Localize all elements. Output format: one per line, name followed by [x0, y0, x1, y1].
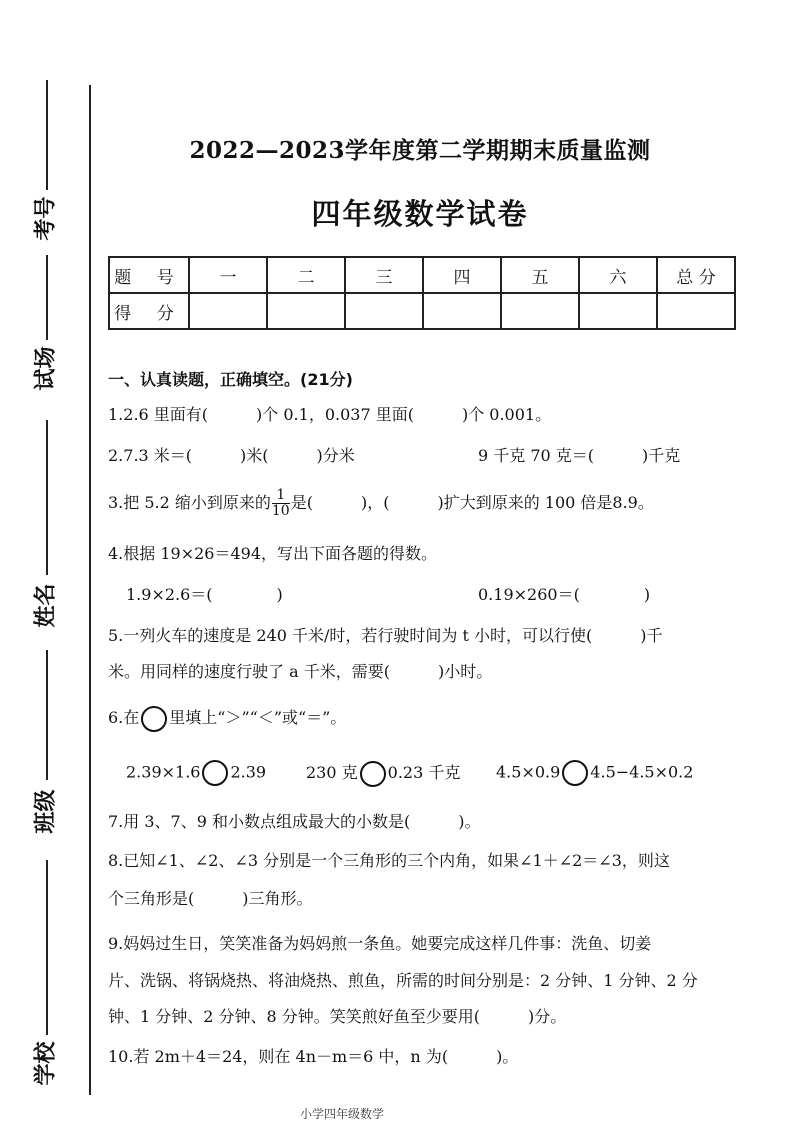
score-table-header-row [109, 257, 735, 293]
question-9-line-3: 钟、1 分钟、2 分钟、8 分钟。笑笑煎好鱼至少要用( )分。 [108, 1007, 567, 1026]
question-4a: 1.9×2.6＝( ) [126, 585, 283, 604]
class-label: 班级 [33, 789, 59, 834]
school-label: 学校 [33, 1041, 59, 1086]
question-6b [306, 760, 460, 787]
fraction [272, 488, 290, 519]
question-6 [108, 705, 346, 732]
exam-subtitle: 四年级数学试卷 [311, 197, 529, 231]
col-4: 四 [423, 257, 501, 293]
score-cell[interactable] [657, 293, 735, 329]
name-label: 姓名 [33, 583, 59, 628]
room-field [22, 255, 62, 405]
question-6a [126, 760, 266, 786]
question-2a: 2.7.3 米＝( )米( )分米 [108, 446, 355, 465]
question-6-post: 里填上“＞”“＜”或“＝”。 [169, 708, 347, 727]
question-3 [108, 488, 654, 519]
col-2: 二 [267, 257, 345, 293]
page-footer: 小学四年级数学 [300, 1107, 385, 1121]
compare-left: 2.39×1.6 [126, 762, 201, 782]
score-cell[interactable] [345, 293, 423, 329]
fraction-denominator: 10 [271, 503, 290, 519]
score-cell[interactable] [267, 293, 345, 329]
exam-no-field [22, 80, 62, 250]
compare-circle-icon[interactable] [360, 761, 386, 787]
question-4b: 0.19×260＝( ) [478, 585, 651, 604]
question-5-line-1: 5.一列火车的速度是 240 千米/时，若行驶时间为 t 小时，可以行使( )千 [108, 626, 663, 645]
exam-no-label: 考号 [33, 196, 59, 241]
question-3-post: 是( )，( )扩大到原来的 100 倍是8.9。 [290, 493, 654, 512]
question-6c [496, 760, 693, 786]
question-number-label: 题 号 [109, 257, 189, 293]
compare-right: 4.5−4.5×0.2 [590, 762, 694, 782]
binding-line [89, 85, 91, 1095]
question-8-line-1: 8.已知∠1、∠2、∠3 分别是一个三角形的三个内角，如果∠1＋∠2＝∠3，则这 [108, 851, 670, 870]
col-5: 五 [501, 257, 579, 293]
question-2b: 9 千克 70 克＝( )千克 [478, 446, 681, 465]
compare-right: 0.23 千克 [387, 763, 461, 782]
circle-icon [141, 706, 167, 732]
name-field [22, 420, 62, 640]
score-cell[interactable] [189, 293, 267, 329]
col-3: 三 [345, 257, 423, 293]
question-4: 4.根据 19×26＝494，写出下面各题的得数。 [108, 544, 438, 563]
score-cell[interactable] [423, 293, 501, 329]
question-3-pre: 3.把 5.2 缩小到原来的 [108, 493, 271, 512]
compare-circle-icon[interactable] [202, 760, 228, 786]
question-5-line-2: 米。用同样的速度行驶了 a 千米，需要( )小时。 [108, 662, 493, 681]
score-cell[interactable] [501, 293, 579, 329]
section-1-title: 一、认真读题，正确填空。(21分) [108, 370, 353, 389]
question-7: 7.用 3、7、9 和小数点组成最大的小数是( )。 [108, 812, 481, 831]
question-10: 10.若 2m＋4＝24，则在 4n－m＝6 中，n 为( )。 [108, 1047, 519, 1066]
compare-left: 230 克 [306, 763, 358, 782]
question-8-line-2: 个三角形是( )三角形。 [108, 889, 313, 908]
compare-right: 2.39 [230, 762, 267, 782]
question-9-line-1: 9.妈妈过生日，笑笑准备为妈妈煎一条鱼。她要完成这样几件事：洗鱼、切姜 [108, 934, 652, 953]
exam-title: 2022—2023学年度第二学期期末质量监测 [189, 137, 651, 164]
compare-left: 4.5×0.9 [496, 762, 561, 782]
question-9-line-2: 片、洗锅、将锅烧热、将油烧热、煎鱼，所需的时间分别是：2 分钟、1 分钟、2 分 [108, 971, 698, 990]
col-6: 六 [579, 257, 657, 293]
binding-sidebar [0, 0, 92, 1121]
class-field [22, 650, 62, 840]
question-6-pre: 6.在 [108, 708, 140, 727]
score-cell[interactable] [579, 293, 657, 329]
room-label: 试场 [33, 346, 59, 391]
question-1: 1.2.6 里面有( )个 0.1，0.037 里面( )个 0.001。 [108, 405, 552, 424]
school-field [22, 860, 62, 1100]
col-total: 总 分 [657, 257, 735, 293]
score-table-score-row [109, 293, 735, 329]
fraction-numerator: 1 [276, 487, 286, 503]
col-1: 一 [189, 257, 267, 293]
compare-circle-icon[interactable] [562, 760, 588, 786]
score-label: 得 分 [109, 293, 189, 329]
score-table [108, 256, 736, 330]
